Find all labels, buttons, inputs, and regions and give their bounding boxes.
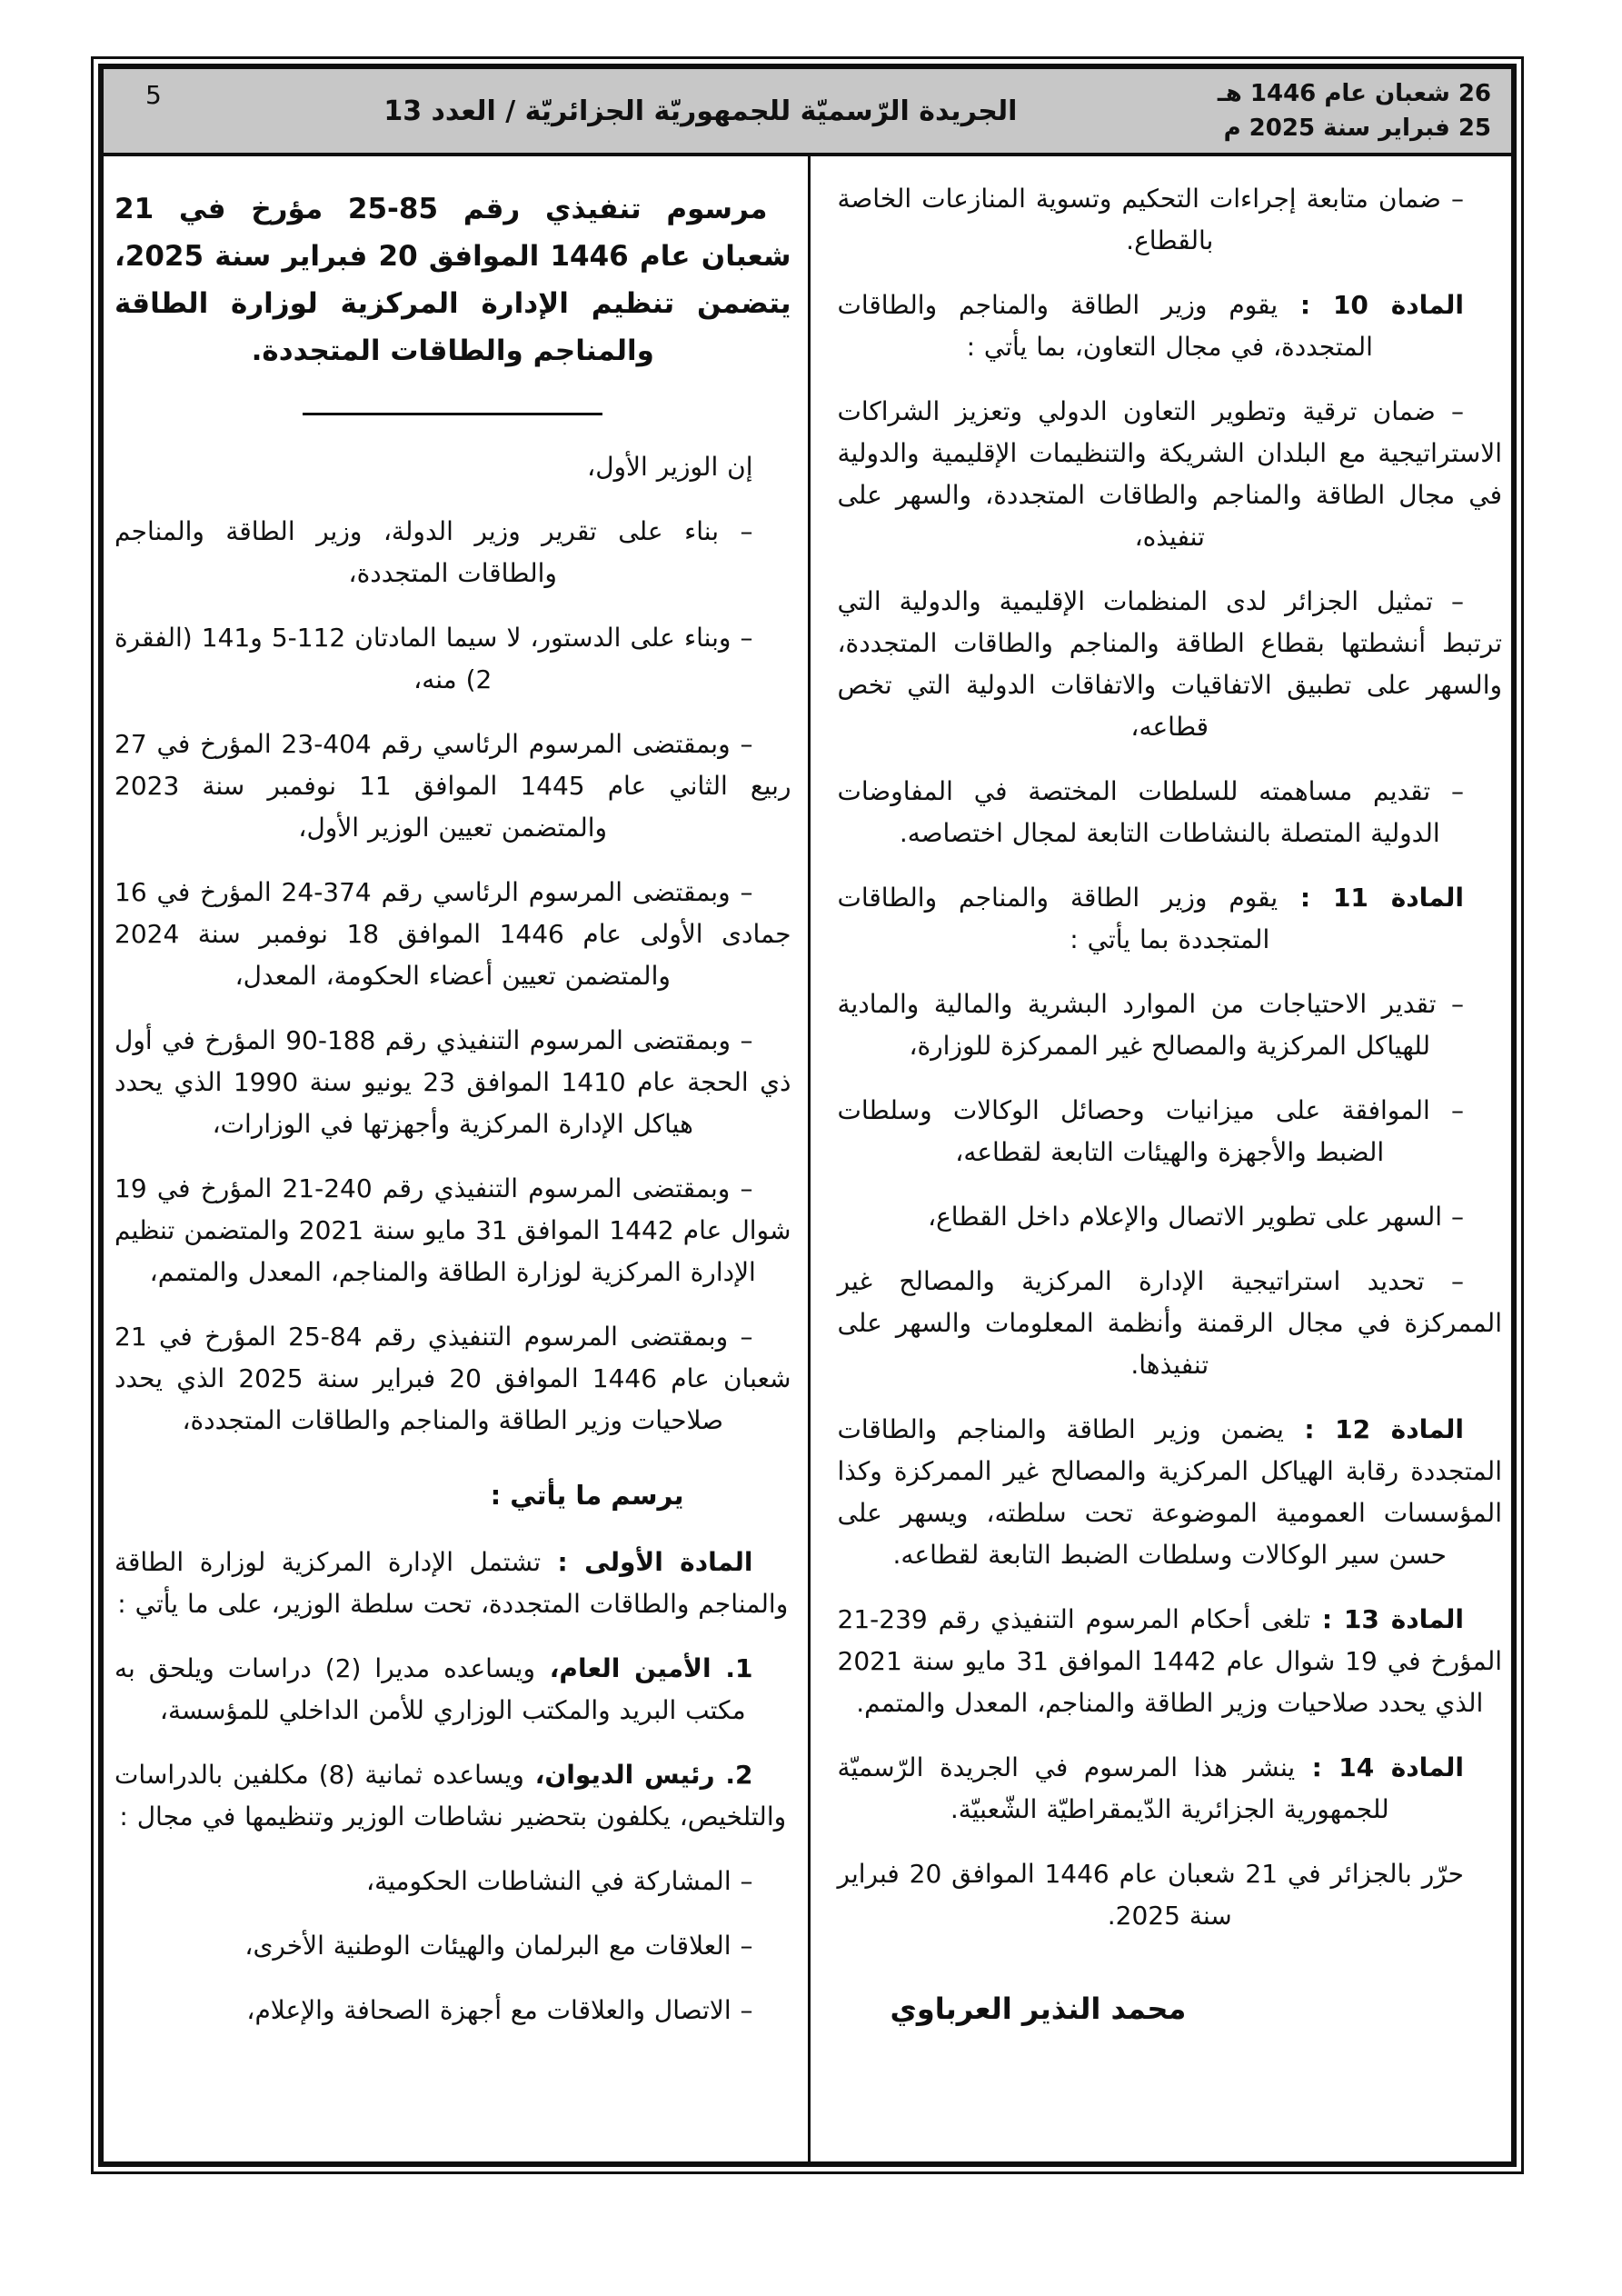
- paragraph-text: ويساعده مديرا (2) دراسات ويلحق به مكتب البريد والمكتب الوزاري للأمن الداخلي للمؤسسة،: [114, 1653, 746, 1725]
- paragraph: [838, 1196, 1503, 1238]
- paragraph-text: ينشر هذا المرسوم في الجريدة الرّسميّة للجمهورية الجزائرية الدّيمقراطيّة الشّعبيّة.: [837, 1752, 1389, 1824]
- dash-item: – الاتصال والعلاقات مع أجهزة الصحافة والإعلام،: [246, 1995, 753, 2025]
- paragraph: [838, 771, 1503, 854]
- article-paragraph: [838, 877, 1503, 961]
- gregorian-date: 25 فبراير سنة 2025 م: [1223, 115, 1491, 142]
- visa-paragraph: [114, 617, 791, 701]
- article-paragraph: [838, 1747, 1503, 1831]
- paragraph-text: – الموافقة على ميزانيات وحصائل الوكالات وسلطات الضبط والأجهزة والهيئات التابعة لقطاعه،: [837, 1095, 1464, 1167]
- section-rule: [303, 413, 602, 415]
- paragraph-text: ويساعده ثمانية (8) مكلفين بالدراسات والتلخيص، يكلفون بتحضير نشاطات الوزير وتنظيمها في مجال :: [114, 1760, 787, 1832]
- paragraph-text: – ضمان ترقية وتطوير التعاون الدولي وتعزيز الشراكات الاستراتيجية مع البلدان الشريكة والتنظيمات الإقليمية والدولية في مجال الطاقة والمناجم والطاقات المتجددة، والسهر على تنفيذه،: [837, 396, 1502, 552]
- article-label: 1. الأمين العام،: [534, 1653, 753, 1683]
- article-paragraph: [838, 285, 1503, 368]
- paragraph-text: – بناء على تقرير وزير الدولة، وزير الطاقة والمناجم والطاقات المتجددة،: [114, 516, 753, 588]
- paragraph-text: – وبمقتضى المرسوم الرئاسي رقم 404-23 المؤرخ في 27 ربيع الثاني عام 1445 الموافق 11 نوفمبر سنة 2023 والمتضمن تعيين الوزير الأول،: [114, 729, 791, 843]
- masthead: [104, 69, 1511, 156]
- paragraph-text: – تقديم مساهمته للسلطات المختصة في المفاوضات الدولية المتصلة بالنشاطات التابعة لمجال اختصاصه.: [837, 776, 1464, 848]
- paragraph: [838, 581, 1503, 748]
- paragraph-text: – وبمقتضى المرسوم التنفيذي رقم 188-90 المؤرخ في أول ذي الحجة عام 1410 الموافق 23 يونيو سنة 1990 الذي يحدد هياكل الإدارة المركزية وأجهزتها في الوزارات،: [114, 1025, 791, 1139]
- paragraph-text: – وبمقتضى المرسوم التنفيذي رقم 240-21 المؤرخ في 19 شوال عام 1442 الموافق 31 مايو سنة 2021 والمتضمن تنظيم الإدارة المركزية لوزارة الطاقة والمناجم، المعدل والمتمم،: [114, 1173, 791, 1287]
- column-left: [104, 156, 808, 2161]
- hijri-date: 26 شعبان عام 1446 هـ: [1217, 80, 1491, 107]
- column-right: [808, 156, 1512, 2161]
- gazette-page-frame: [91, 56, 1524, 2174]
- article-label: المادة 11 :: [1278, 883, 1465, 913]
- paragraph-text: – وبناء على الدستور، لا سيما المادتان 112-5 و141 (الفقرة 2) منه،: [114, 623, 753, 694]
- visa-paragraph: [114, 724, 791, 849]
- paragraph-text: تشتمل الإدارة المركزية لوزارة الطاقة والمناجم والطاقات المتجددة، تحت سلطة الوزير، على ما يأتي :: [114, 1547, 789, 1619]
- visa-paragraph: [114, 1020, 791, 1145]
- masthead-dates: [1218, 76, 1491, 145]
- gazette-inner-frame: [98, 64, 1517, 2167]
- paragraph: [838, 178, 1503, 262]
- article-paragraph: [114, 1542, 791, 1625]
- two-column-body: [104, 156, 1511, 2161]
- closing-date: حرّر بالجزائر في 21 شعبان عام 1446 الموافق 20 فبراير سنة 2025.: [837, 1859, 1464, 1931]
- paragraph: [838, 1090, 1503, 1173]
- paragraph-text: – ضمان متابعة إجراءات التحكيم وتسوية المنازعات الخاصة بالقطاع.: [837, 184, 1464, 255]
- article-paragraph: [838, 1599, 1503, 1724]
- visa-paragraph: [114, 872, 791, 997]
- paragraph-text: – وبمقتضى المرسوم التنفيذي رقم 84-25 المؤرخ في 21 شعبان عام 1446 الموافق 20 فبراير سنة 2025 الذي يحدد صلاحيات وزير الطاقة والمناجم والطاقات المتجددة،: [114, 1322, 791, 1435]
- dash-item: – العلاقات مع البرلمان والهيئات الوطنية الأخرى،: [244, 1931, 753, 1961]
- paragraph-text: يقوم وزير الطاقة والمناجم والطاقات المتجددة بما يأتي :: [837, 883, 1279, 954]
- paragraph-text: – تحديد استراتيجية الإدارة المركزية والمصالح غير الممركزة في مجال الرقمنة وأنظمة المعلومات والسهر على تنفيذها.: [837, 1266, 1502, 1380]
- decree-intro: إن الوزير الأول،: [587, 452, 753, 482]
- article-label: المادة 12 :: [1283, 1414, 1464, 1444]
- article-label: المادة 13 :: [1310, 1604, 1465, 1634]
- article-paragraph: [114, 1754, 791, 1838]
- article-paragraph: [838, 1409, 1503, 1576]
- visa-paragraph: [114, 1168, 791, 1293]
- paragraph-text: يضمن وزير الطاقة والمناجم والطاقات المتجددة رقابة الهياكل المركزية والمصالح غير الممركزة وكذا المؤسسات العمومية الموضوعة تحت سلطته، ويسهر على حسن سير الوكالات وسلطات الضبط التابعة لقطاعه.: [837, 1414, 1502, 1570]
- visa-paragraph: [114, 511, 791, 594]
- decree-title: مرسوم تنفيذي رقم 85-25 مؤرخ في 21 شعبان عام 1446 الموافق 20 فبراير سنة 2025، يتضمن تنظيم الإدارة المركزية لوزارة الطاقة والمناجم والطاقات المتجددة.: [114, 193, 791, 367]
- paragraph-text: يقوم وزير الطاقة والمناجم والطاقات المتجددة، في مجال التعاون، بما يأتي :: [837, 290, 1373, 362]
- page-number: 5: [145, 80, 162, 110]
- paragraph-text: – السهر على تطوير الاتصال والإعلام داخل القطاع،: [928, 1202, 1464, 1232]
- dash-item: – المشاركة في النشاطات الحكومية،: [366, 1866, 753, 1896]
- journal-title: الجريدة الرّسميّة للجمهوريّة الجزائريّة / العدد 13: [383, 95, 1018, 127]
- paragraph-text: تلغى أحكام المرسوم التنفيذي رقم 239-21 المؤرخ في 19 شوال عام 1442 الموافق 31 مايو سنة 2021 الذي يحدد صلاحيات وزير الطاقة والمناجم، المعدل والمتمم.: [837, 1604, 1503, 1718]
- article-label: المادة 10 :: [1278, 290, 1465, 320]
- promulgation-formula: يرسم ما يأتي :: [490, 1480, 684, 1511]
- paragraph: [838, 391, 1503, 558]
- paragraph-text: – تقدير الاحتياجات من الموارد البشرية والمالية والمادية للهياكل المركزية والمصالح غير الممركزة للوزارة،: [837, 989, 1464, 1061]
- paragraph-text: – وبمقتضى المرسوم الرئاسي رقم 374-24 المؤرخ في 16 جمادى الأولى عام 1446 الموافق 18 نوفمبر سنة 2024 والمتضمن تعيين أعضاء الحكومة، المعدل،: [114, 877, 791, 991]
- visa-paragraph: [114, 1316, 791, 1442]
- article-paragraph: [114, 1648, 791, 1732]
- paragraph-text: – تمثيل الجزائر لدى المنظمات الإقليمية والدولية التي ترتبط أنشطتها بقطاع الطاقة والمناجم والطاقات المتجددة، والسهر على تطبيق الاتفاقيات والاتفاقات الدولية التي تخص قطاعه،: [837, 586, 1502, 742]
- paragraph: [838, 983, 1503, 1067]
- signature: محمد النذير العرباوي: [890, 1992, 1187, 2026]
- article-label: 2. رئيس الديوان،: [523, 1760, 753, 1790]
- paragraph: [838, 1261, 1503, 1386]
- article-label: المادة الأولى :: [541, 1547, 753, 1577]
- article-label: المادة 14 :: [1295, 1752, 1464, 1782]
